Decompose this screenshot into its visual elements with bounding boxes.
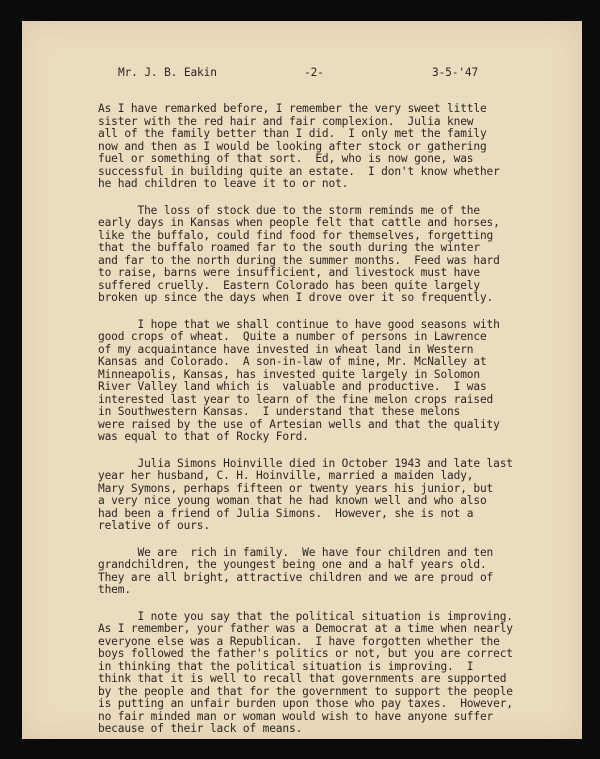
text-line: Mary Symons, perhaps fifteen or twenty years his junior, but (98, 481, 494, 495)
text-line: They are all bright, attractive children and we are proud of (98, 570, 494, 584)
text-line: were raised by the use of Artesian wells and that the quality (98, 417, 500, 431)
text-line: I note you say that the political situation is improving. (98, 609, 513, 623)
text-line: because of their lack of means. (98, 722, 303, 735)
text-line: that the buffalo roamed far to the south during the winter (98, 241, 480, 254)
text-line: Minneapolis, Kansas, has invested quite largely in Solomon (98, 367, 480, 381)
page-header (118, 67, 568, 80)
text-line: broken up since the days when I drove over it so frequently. (98, 291, 494, 304)
text-line: year her husband, C. H. Hoinville, married a maiden lady, (98, 469, 474, 482)
paragraph (98, 547, 568, 597)
letter-body (98, 67, 568, 750)
paragraph (98, 103, 568, 191)
text-line: in thinking that the political situation is improving. I (98, 659, 474, 673)
letter-date: 3-5-'47 (432, 66, 479, 79)
text-line: boys followed the father's politics or not, but you are correct (98, 647, 513, 660)
text-line: think that it is well to recall that governments are supported (98, 672, 507, 685)
text-line: like the buffalo, could find food for themselves, forgetting (98, 228, 494, 242)
text-line: successful in building quite an estate. I don't know whether (98, 164, 500, 178)
paragraph (98, 458, 568, 533)
paragraph (98, 611, 568, 736)
text-line: had been a friend of Julia Simons. However, she is not a (98, 506, 474, 520)
text-line: no fair minded man or woman would wish to have anyone suffer (98, 709, 494, 723)
text-line: I hope that we shall continue to have good seasons with (98, 317, 500, 331)
text-line: now and then as I would be looking after stock or gathering (98, 139, 487, 153)
text-line: he had children to leave it to or not. (98, 177, 349, 190)
text-line: them. (98, 583, 131, 596)
text-line: is putting an unfair burden upon those who pay taxes. However, (98, 697, 513, 710)
paragraphs (98, 103, 568, 736)
text-line: by the people and that for the government to support the people (98, 684, 513, 698)
letter-page (22, 21, 582, 739)
text-line: As I remember, your father was a Democrat at a time when nearly (98, 622, 513, 635)
text-line: to raise, barns were insufficient, and livestock must have (98, 266, 480, 279)
text-line: a very nice young woman that he had known well and who also (98, 494, 487, 507)
text-line: was equal to that of Rocky Ford. (98, 430, 309, 443)
paragraph (98, 205, 568, 305)
text-line: suffered cruelly. Eastern Colorado has been quite largely (98, 278, 480, 292)
text-line: of my acquaintance have invested in wheat land in Western (98, 342, 474, 356)
text-line: River Valley land which is valuable and productive. I was (98, 380, 487, 393)
paragraph (98, 319, 568, 444)
text-line: early days in Kansas when people felt that cattle and horses, (98, 216, 500, 229)
text-line: Kansas and Colorado. A son-in-law of mine, Mr. McNalley at (98, 355, 487, 368)
text-line: sister with the red hair and fair complexion. Julia knew (98, 114, 474, 128)
text-line: relative of ours. (98, 519, 210, 532)
page-number: -2- (304, 66, 324, 79)
text-line: fuel or something of that sort. Ed, who is now gone, was (98, 152, 474, 165)
text-line: in Southwestern Kansas. I understand that these melons (98, 405, 461, 418)
text-line: We are rich in family. We have four children and ten (98, 545, 494, 559)
text-line: The loss of stock due to the storm reminds me of the (98, 203, 480, 217)
text-line: all of the family better than I did. I only met the family (98, 127, 487, 140)
addressee: Mr. J. B. Eakin (118, 66, 217, 79)
text-line: As I have remarked before, I remember the very sweet little (98, 102, 487, 115)
text-line: Julia Simons Hoinville died in October 1943 and late last (98, 456, 513, 470)
text-line: good crops of wheat. Quite a number of persons in Lawrence (98, 330, 487, 343)
text-line: grandchildren, the youngest being one and a half years old. (98, 558, 487, 571)
text-line: and far to the north during the summer months. Feed was hard (98, 253, 500, 267)
text-line: interested last year to learn of the fine melon crops raised (98, 392, 494, 406)
text-line: everyone else was a Republican. I have forgotten whether the (98, 634, 500, 648)
